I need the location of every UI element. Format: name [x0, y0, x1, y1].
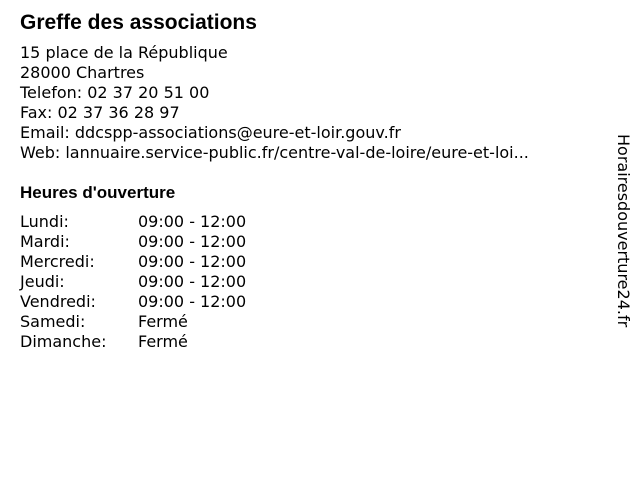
time-value: 09:00 - 12:00	[138, 272, 247, 291]
time-value: 09:00 - 12:00	[138, 232, 247, 251]
contact-details	[20, 43, 600, 163]
business-card	[20, 10, 600, 352]
day-label: Mardi:	[20, 232, 70, 251]
day-label: Samedi:	[20, 312, 86, 331]
hours-row-monday	[20, 212, 246, 232]
day-label: Lundi:	[20, 212, 69, 231]
time-value: 09:00 - 12:00	[138, 292, 247, 311]
business-name: Greffe des associations	[20, 11, 257, 34]
time-value: 09:00 - 12:00	[138, 252, 247, 271]
email-address: Email: ddcspp-associations@eure-et-loir.gouv.fr	[20, 123, 401, 142]
hours-row-wednesday	[20, 252, 246, 272]
day-label: Mercredi:	[20, 252, 95, 271]
day-label: Vendredi:	[20, 292, 96, 311]
website-url: Web: lannuaire.service-public.fr/centre-val-de-loire/eure-et-loi...	[20, 143, 529, 162]
time-value: Fermé	[138, 312, 188, 331]
hours-row-sunday	[20, 332, 246, 352]
street-address: 15 place de la République	[20, 43, 228, 62]
day-label: Dimanche:	[20, 332, 107, 351]
hours-row-thursday	[20, 272, 246, 292]
hours-row-tuesday	[20, 232, 246, 252]
time-value: 09:00 - 12:00	[138, 212, 247, 231]
opening-hours-heading: Heures d'ouverture	[20, 183, 176, 202]
opening-hours-table	[20, 212, 246, 352]
city-postal: 28000 Chartres	[20, 63, 145, 82]
time-value: Fermé	[138, 332, 188, 351]
hours-row-friday	[20, 292, 246, 312]
hours-row-saturday	[20, 312, 246, 332]
fax-number: Fax: 02 37 36 28 97	[20, 103, 180, 122]
day-label: Jeudi:	[20, 272, 65, 291]
phone-number: Telefon: 02 37 20 51 00	[20, 83, 210, 102]
site-watermark: Horairesdouverture24.fr	[614, 134, 633, 328]
